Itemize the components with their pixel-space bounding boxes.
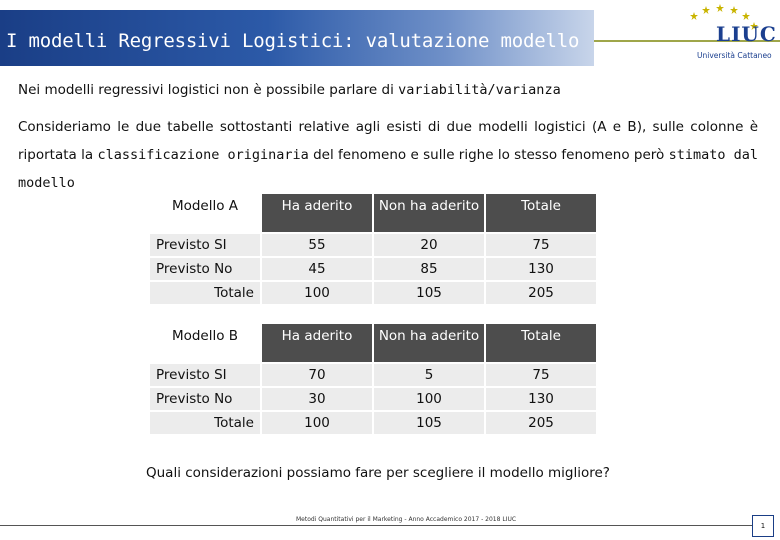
- table-corner-label: Modello B: [150, 324, 260, 362]
- table-cell: 100: [262, 282, 372, 304]
- column-header: Ha aderito: [262, 324, 372, 362]
- logo-text: LIUC: [716, 22, 777, 46]
- logo-subtitle: Università Cattaneo: [697, 51, 772, 60]
- table-header-row: [150, 194, 596, 232]
- table-cell: 30: [262, 388, 372, 410]
- table-cell: 75: [486, 234, 596, 256]
- description-part1: Consideriamo le due tabelle sottostanti relative agli esisti di due modelli logistici (A e B), sulle colonne è riportata la: [18, 119, 758, 163]
- table-header-row: [150, 324, 596, 362]
- column-header: Totale: [486, 324, 596, 362]
- slide-title: I modelli Regressivi Logistici: valutazione modello: [6, 30, 580, 52]
- table-cell: 105: [374, 412, 484, 434]
- description-part2: del fenomeno e sulle righe lo stesso fenomeno però: [308, 147, 669, 163]
- table-cell: 205: [486, 282, 596, 304]
- row-label: Previsto No: [150, 258, 260, 280]
- table-cell: 130: [486, 388, 596, 410]
- table-cell: 55: [262, 234, 372, 256]
- row-label: Totale: [150, 282, 260, 304]
- table-cell: 100: [374, 388, 484, 410]
- table-cell: 70: [262, 364, 372, 386]
- table-cell: 85: [374, 258, 484, 280]
- table-cell: 5: [374, 364, 484, 386]
- table-modello-b: [148, 322, 598, 436]
- table-row: [150, 282, 596, 304]
- footer-divider: [0, 525, 752, 526]
- column-header: Ha aderito: [262, 194, 372, 232]
- intro-text: Nei modelli regressivi logistici non è possibile parlare di: [18, 82, 399, 98]
- column-header: Totale: [486, 194, 596, 232]
- table-modello-a: [148, 192, 598, 306]
- table-cell: 20: [374, 234, 484, 256]
- row-label: Previsto SI: [150, 364, 260, 386]
- table-row: [150, 258, 596, 280]
- table-cell: 75: [486, 364, 596, 386]
- table-cell: 45: [262, 258, 372, 280]
- table-cell: 105: [374, 282, 484, 304]
- description-strong1: classificazione originaria: [97, 147, 309, 163]
- row-label: Previsto No: [150, 388, 260, 410]
- column-header: Non ha aderito: [374, 324, 484, 362]
- row-label: Totale: [150, 412, 260, 434]
- table-cell: 130: [486, 258, 596, 280]
- question-text: Quali considerazioni possiamo fare per scegliere il modello migliore?: [146, 465, 610, 481]
- table-corner-label: Modello A: [150, 194, 260, 232]
- description-paragraph: [18, 113, 758, 197]
- table-row: [150, 388, 596, 410]
- table-row: [150, 412, 596, 434]
- table-cell: 100: [262, 412, 372, 434]
- footer-text: Metodi Quantitativi per il Marketing - Anno Accademico 2017 - 2018 LIUC: [296, 516, 517, 523]
- table-row: [150, 364, 596, 386]
- description-strong2: stimato dal modello: [18, 147, 758, 191]
- intro-paragraph: [18, 76, 561, 104]
- intro-strong: variabilità/varianza: [398, 82, 561, 98]
- table-cell: 205: [486, 412, 596, 434]
- page-number: 1: [752, 515, 774, 537]
- row-label: Previsto SI: [150, 234, 260, 256]
- table-row: [150, 234, 596, 256]
- column-header: Non ha aderito: [374, 194, 484, 232]
